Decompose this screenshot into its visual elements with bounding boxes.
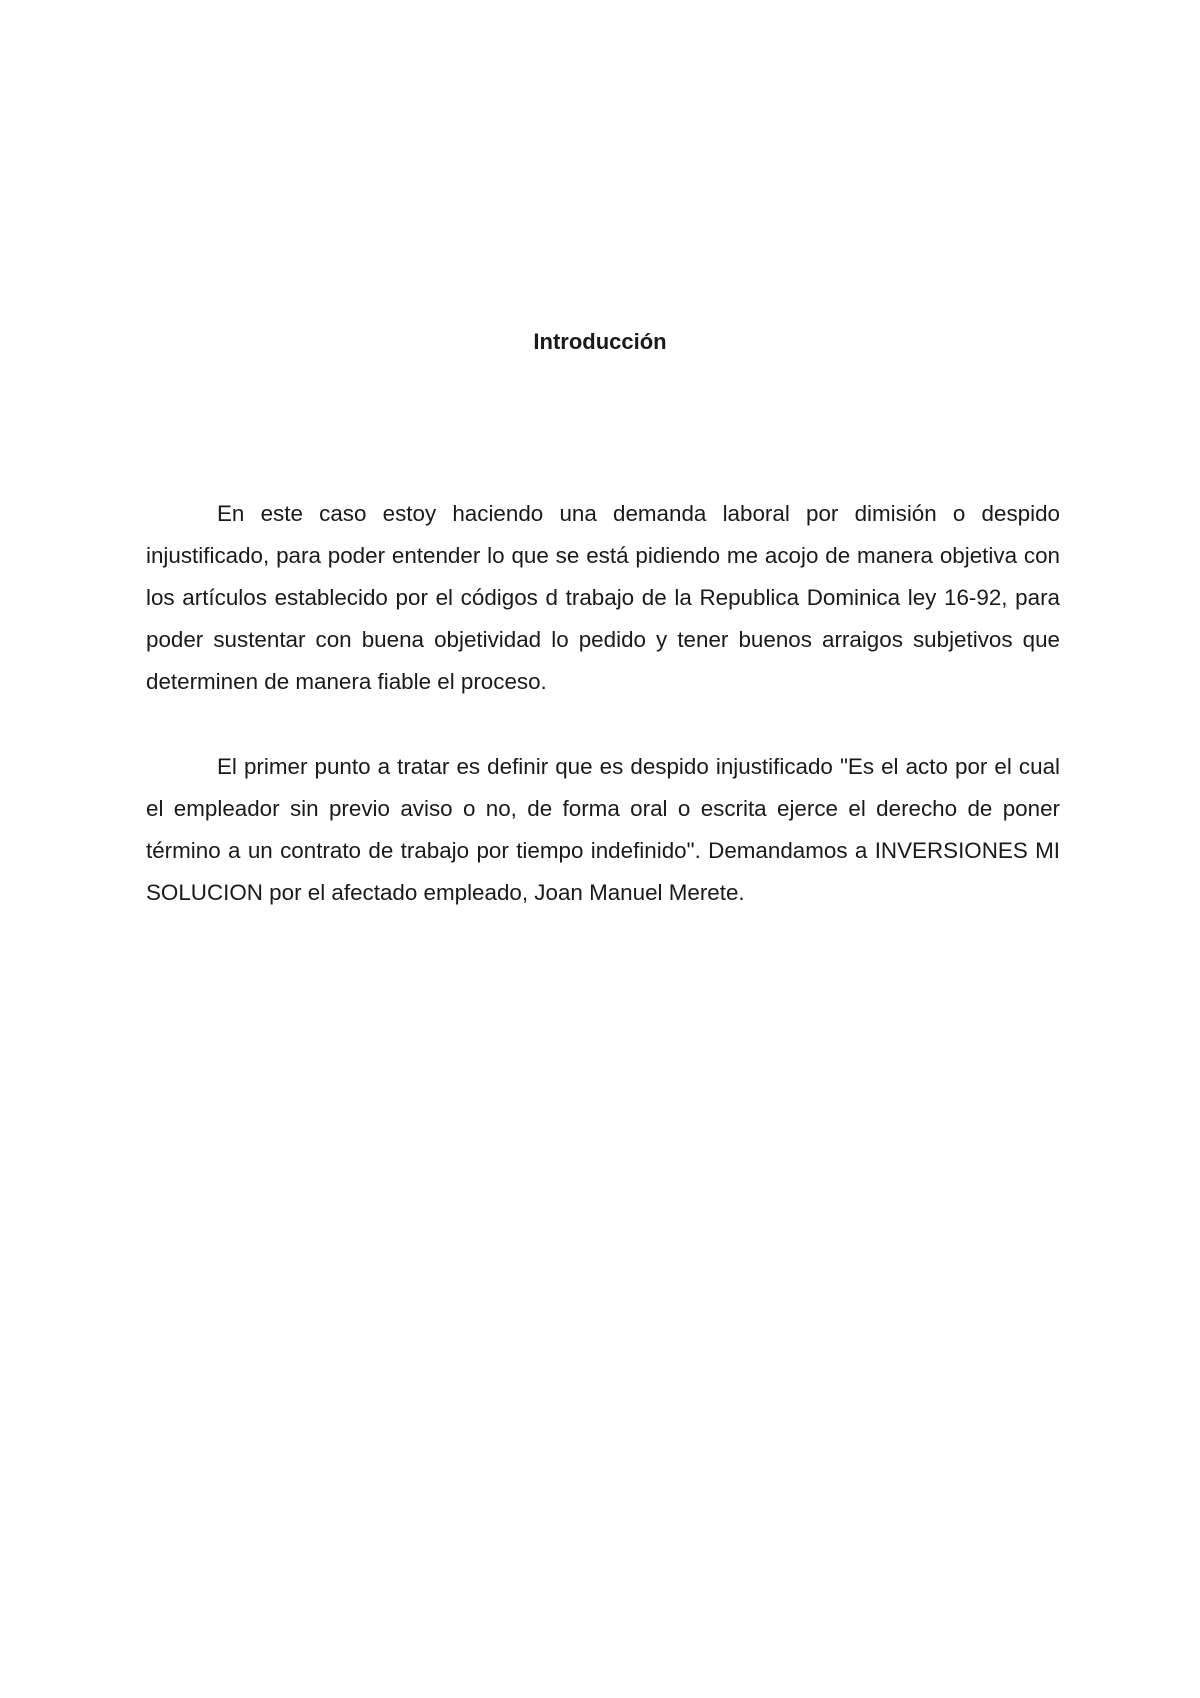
page-title: Introducción: [533, 329, 667, 354]
paragraph-introduction: En este caso estoy haciendo una demanda laboral por dimisión o despido injustificado, para poder entender lo que se está pidiendo me acojo de manera objetiva con los artículos establecido por el códigos d trabajo de la Republica Dominica ley 16-92, para poder sustentar con buena objetividad lo pedido y tener buenos arraigos subjetivos que determinen de manera fiable el proceso.: [146, 501, 1060, 694]
paragraph-definition: El primer punto a tratar es definir que es despido injustificado "Es el acto por el cual el empleador sin previo aviso o no, de forma oral o escrita ejerce el derecho de poner término a un contrato de trabajo por tiempo indefinido". Demandamos a INVERSIONES MI SOLUCION por el afectado empleado, Joan Manuel Merete.: [146, 754, 1060, 905]
